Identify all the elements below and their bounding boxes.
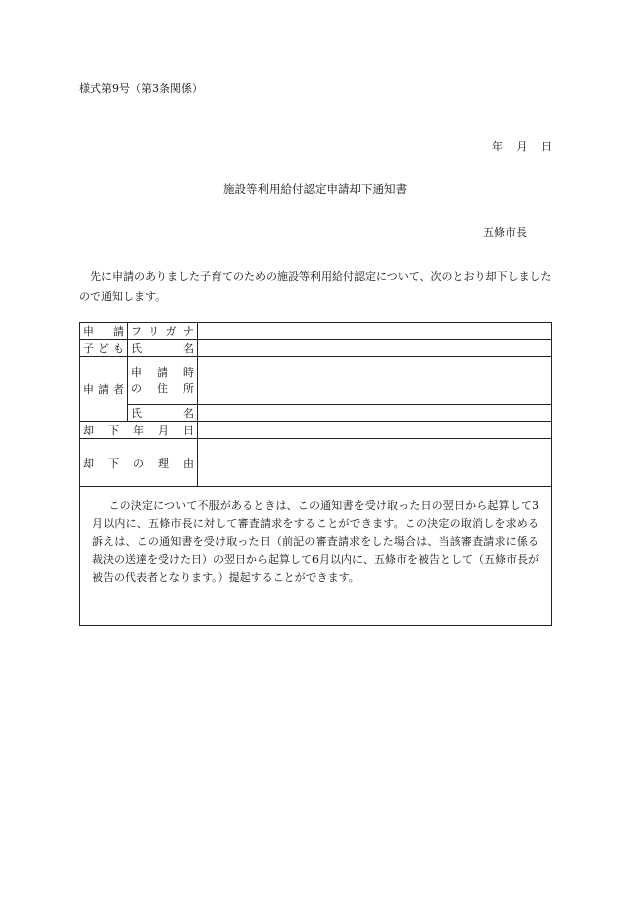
applicant-name-row bbox=[80, 405, 552, 422]
intro-paragraph: 先に申請のありました子育てのための施設等利用給付認定について、次のとおり却下しましたので通知します。 bbox=[79, 270, 552, 303]
applicant-name-field[interactable] bbox=[198, 405, 552, 422]
date-line: 年 月 日 bbox=[492, 140, 552, 153]
rejection-reason-row bbox=[80, 439, 552, 487]
child-name-label: 氏 名 bbox=[128, 340, 198, 357]
appeal-notice: この決定について不服があるときは、この通知書を受け取った日の翌日から起算して3月以内に、五條市長に対して審査請求をすることができます。この決定の取消しを求める訴えは、この通知書を受け取った日（前記の審査請求をした場合は、当該審査請求に係る裁決の送達を受けた日）の翌日から起算して6月以内に、五條市を被告として（五條市長が被告の代表者となります。）提起することができます。 bbox=[80, 487, 552, 626]
address-label bbox=[128, 357, 198, 405]
notice-row bbox=[80, 487, 552, 626]
issuer-name: 五條市長 bbox=[483, 226, 527, 239]
rejection-date-row bbox=[80, 422, 552, 439]
child-label-top: 申 請 bbox=[80, 323, 128, 340]
furigana-row bbox=[80, 323, 552, 340]
applicant-label: 申請者 bbox=[80, 357, 128, 422]
form-number: 様式第9号（第3条関係） bbox=[79, 82, 203, 95]
address-row bbox=[80, 357, 552, 405]
rejection-date-label: 却下年月日 bbox=[80, 422, 198, 439]
child-name-row bbox=[80, 340, 552, 357]
address-label-line-1: 申 請 時 bbox=[131, 365, 194, 379]
address-label-line-2: の 住 所 bbox=[131, 381, 194, 395]
rejection-reason-label: 却下の理由 bbox=[80, 439, 198, 487]
rejection-date-field[interactable] bbox=[198, 422, 552, 439]
child-name-field[interactable] bbox=[198, 340, 552, 357]
child-label-bottom: 子ども bbox=[80, 340, 128, 357]
notification-table bbox=[79, 322, 552, 626]
applicant-name-label: 氏 名 bbox=[128, 405, 198, 422]
furigana-field[interactable] bbox=[198, 323, 552, 340]
furigana-label: フリガナ bbox=[128, 323, 198, 340]
document-title: 施設等利用給付認定申請却下通知書 bbox=[223, 182, 407, 196]
rejection-reason-field[interactable] bbox=[198, 439, 552, 487]
address-field[interactable] bbox=[198, 357, 552, 405]
